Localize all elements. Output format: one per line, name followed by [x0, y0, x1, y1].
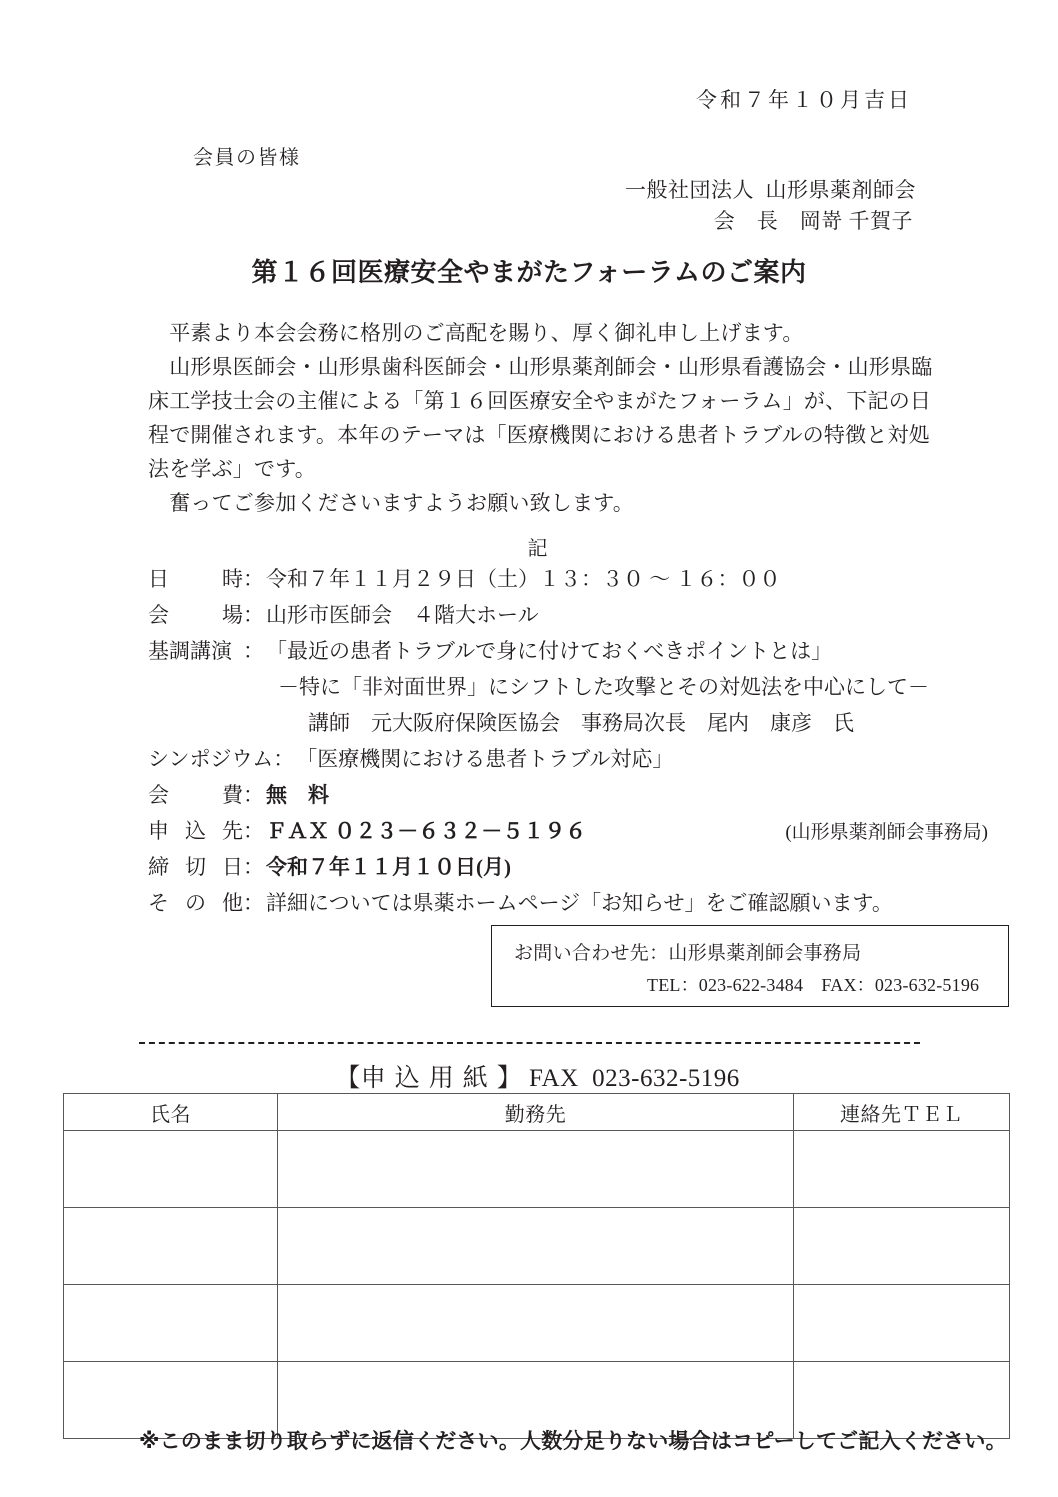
- detail-value-keynote-speaker: 講師 元大阪府保険医協会 事務局次長 尾内 康彦 氏: [308, 711, 854, 735]
- table-header-row: [64, 1094, 1010, 1131]
- issuing-organization: 一般社団法人 山形県薬剤師会: [625, 178, 916, 202]
- cell-tel[interactable]: [794, 1285, 1010, 1362]
- contact-box: [491, 925, 1009, 1007]
- cell-name[interactable]: [64, 1208, 278, 1285]
- body-paragraph-3: 奮ってご参加くださいますようお願い致します。: [148, 491, 634, 515]
- detail-label-other: [148, 887, 243, 917]
- detail-value-keynote-subtitle: －特に「非対面世界」にシフトした攻撃とその対処法を中心にして－: [278, 675, 929, 699]
- label-char: そ: [148, 891, 169, 915]
- ki-mark: 記: [527, 538, 548, 560]
- detail-value-other: 詳細については県薬ホームページ「お知らせ」をご確認願います。: [266, 891, 893, 915]
- table-row: [64, 1285, 1010, 1362]
- table-row: [64, 1131, 1010, 1208]
- detail-label-deadline: [148, 851, 243, 881]
- detail-colon: ：: [243, 855, 264, 879]
- contact-office: お問い合わせ先：山形県薬剤師会事務局: [514, 943, 862, 964]
- detail-colon: ：: [243, 783, 264, 807]
- detail-value-symposium: 「医療機関における患者トラブル対応」: [296, 747, 674, 771]
- detail-row-fee: [148, 779, 988, 815]
- detail-row-datetime: [148, 563, 988, 599]
- application-form-table: [63, 1093, 1010, 1439]
- detail-suffix-apply-to: (山形県薬剤師会事務局): [785, 822, 988, 843]
- application-form-label: 申込用紙: [360, 1065, 497, 1092]
- detail-row-keynote-subtitle: [148, 671, 988, 707]
- detail-label-symposium: シンポジウム: [148, 747, 274, 771]
- cell-name[interactable]: [64, 1285, 278, 1362]
- label-char: 会: [148, 783, 169, 807]
- application-form-title: [0, 1058, 1058, 1094]
- document-date: 令和７年１０月吉日: [696, 88, 912, 112]
- cell-workplace[interactable]: [278, 1208, 794, 1285]
- column-header-name: 氏名: [64, 1094, 278, 1131]
- label-char: 切: [185, 855, 206, 879]
- detail-label-keynote: 基調講演: [148, 639, 232, 663]
- label-char: 締: [148, 855, 169, 879]
- detail-row-keynote: [148, 635, 988, 671]
- detail-colon: ：: [243, 603, 264, 627]
- detail-row-other: [148, 887, 988, 923]
- label-char: 先: [222, 819, 243, 843]
- organization-chief: 会 長 岡嵜 千賀子: [713, 209, 913, 233]
- detail-value-deadline: 令和７年１１月１０日(月): [266, 855, 511, 879]
- detail-label-venue: [148, 599, 243, 629]
- column-header-workplace: 勤務先: [278, 1094, 794, 1131]
- label-char: 日: [148, 567, 169, 591]
- detail-label-datetime: [148, 563, 243, 593]
- cell-tel[interactable]: [794, 1208, 1010, 1285]
- bracket-left: 【: [335, 1065, 361, 1092]
- application-form-note: ※このまま切り取らずに返信ください。人数分足りない場合はコピーしてご記入ください。: [139, 1430, 1007, 1453]
- contact-phone-fax: TEL：023-622-3484 FAX：023-632-5196: [647, 975, 980, 995]
- detail-value-keynote: 「最近の患者トラブルで身に付けておくべきポイントとは」: [266, 639, 833, 663]
- label-char: 日: [222, 855, 243, 879]
- detail-row-venue: [148, 599, 988, 635]
- label-char: の: [185, 891, 206, 915]
- body-paragraph-2: 山形県医師会・山形県歯科医師会・山形県薬剤師会・山形県看護協会・山形県臨床工学技士会の主催による「第１６回医療安全やまがたフォーラム」が、下記の日程で開催されます。本年のテーマは「医療機関における患者トラブルの特徴と対処法を学ぶ」です。: [148, 355, 933, 481]
- detail-value-apply-to: ＦＡＸ ０２３－６３２－５１９６: [266, 819, 587, 843]
- detail-colon: ：: [243, 567, 264, 591]
- event-details: [148, 563, 988, 923]
- column-header-tel: 連絡先ＴＥＬ: [794, 1094, 1010, 1131]
- detail-value-fee: 無 料: [266, 783, 329, 807]
- detail-label-apply-to: [148, 815, 243, 845]
- detail-row-symposium: [148, 743, 988, 779]
- label-char: 時: [222, 567, 243, 591]
- cell-workplace[interactable]: [278, 1285, 794, 1362]
- label-char: 費: [222, 783, 243, 807]
- application-form-fax: FAX 023-632-5196: [522, 1065, 740, 1092]
- body-text: [148, 316, 938, 520]
- cut-here-divider: [139, 1042, 920, 1044]
- label-char: 場: [222, 603, 243, 627]
- detail-colon: ：: [243, 639, 264, 663]
- body-paragraph-1: 平素より本会会務に格別のご高配を賜り、厚く御礼申し上げます。: [148, 321, 804, 345]
- detail-value-datetime: 令和７年１１月２９日（土）１３：３０ ～ １６：００: [266, 567, 781, 591]
- detail-value-venue: 山形市医師会 ４階大ホール: [266, 603, 539, 627]
- cell-tel[interactable]: [794, 1131, 1010, 1208]
- detail-colon: ：: [243, 819, 264, 843]
- detail-row-deadline: [148, 851, 988, 887]
- label-char: 込: [185, 819, 206, 843]
- detail-colon: ：: [243, 891, 264, 915]
- detail-label-fee: [148, 779, 243, 809]
- bracket-right: 】: [496, 1065, 523, 1092]
- table-row: [64, 1208, 1010, 1285]
- addressee: 会員の皆様: [193, 147, 301, 169]
- page-title: 第１６回医療安全やまがたフォーラムのご案内: [251, 257, 807, 287]
- cell-name[interactable]: [64, 1131, 278, 1208]
- label-char: 他: [222, 891, 243, 915]
- cell-workplace[interactable]: [278, 1131, 794, 1208]
- label-char: 申: [148, 819, 169, 843]
- label-char: 会: [148, 603, 169, 627]
- detail-row-apply-to: [148, 815, 988, 851]
- detail-colon: ：: [273, 747, 295, 771]
- detail-row-keynote-speaker: [148, 707, 988, 743]
